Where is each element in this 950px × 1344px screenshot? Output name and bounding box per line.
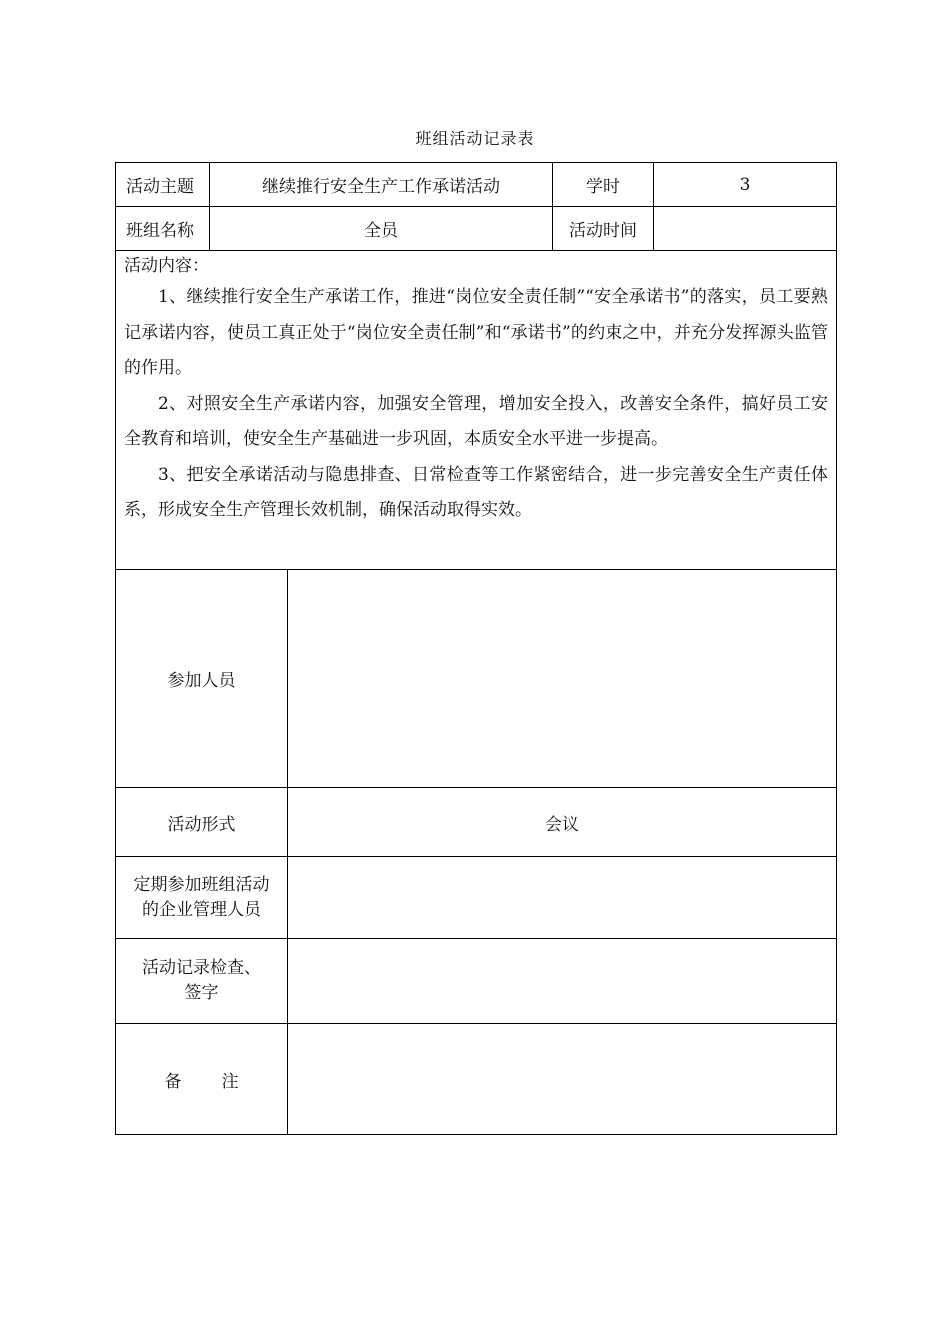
content-paragraph-1: 1、继续推行安全生产承诺工作，推进“岗位安全责任制”“安全承诺书”的落实，员工要熟记承诺内容，使员工真正处于“岗位安全责任制”和“承诺书”的约束之中，并充分发挥源头监管的作用。 — [124, 287, 828, 378]
participants-value[interactable] — [288, 570, 837, 788]
managers-label-line2: 的企业管理人员 — [142, 899, 261, 920]
content-label: 活动内容： — [124, 256, 209, 276]
managers-label — [116, 857, 288, 939]
activity-form-value[interactable]: 会议 — [288, 788, 837, 857]
remarks-label — [116, 1024, 288, 1135]
team-value[interactable]: 全员 — [210, 207, 553, 251]
hours-value[interactable]: 3 — [654, 163, 837, 207]
time-label: 活动时间 — [553, 207, 654, 251]
time-value[interactable] — [654, 207, 837, 251]
record-check-label-line2: 签字 — [184, 983, 219, 1003]
hours-label: 学时 — [553, 163, 654, 207]
record-check-label-line1: 活动记录检查、 — [142, 958, 261, 978]
managers-value[interactable] — [288, 857, 837, 939]
remarks-value[interactable] — [288, 1024, 837, 1135]
remarks-label-part1: 备 — [164, 1071, 182, 1092]
managers-row — [116, 857, 837, 939]
page-title: 班组活动记录表 — [415, 129, 535, 148]
managers-label-line1: 定期参加班组活动 — [133, 874, 270, 895]
remarks-label-part2: 注 — [221, 1071, 239, 1092]
activity-form-row — [116, 788, 837, 857]
record-check-row — [116, 939, 837, 1024]
participants-row — [116, 570, 837, 788]
team-label: 班组名称 — [116, 207, 210, 251]
remarks-row — [116, 1024, 837, 1135]
participants-label: 参加人员 — [116, 570, 288, 788]
record-check-value[interactable] — [288, 939, 837, 1024]
topic-label: 活动主题 — [116, 163, 210, 207]
content-paragraph-3: 3、把安全承诺活动与隐患排查、日常检查等工作紧密结合，进一步完善安全生产责任体系，形成安全生产管理长效机制，确保活动取得实效。 — [124, 464, 828, 520]
content-row — [116, 251, 837, 570]
topic-value[interactable]: 继续推行安全生产工作承诺活动 — [210, 163, 553, 207]
team-row — [116, 207, 837, 251]
record-check-label — [116, 939, 288, 1024]
content-cell[interactable] — [116, 251, 837, 570]
activity-record-table — [115, 162, 837, 1135]
activity-form-label: 活动形式 — [116, 788, 288, 857]
content-paragraph-2: 2、对照安全生产承诺内容，加强安全管理，增加安全投入，改善安全条件，搞好员工安全教育和培训，使安全生产基础进一步巩固，本质安全水平进一步提高。 — [124, 393, 828, 449]
topic-row — [116, 163, 837, 207]
